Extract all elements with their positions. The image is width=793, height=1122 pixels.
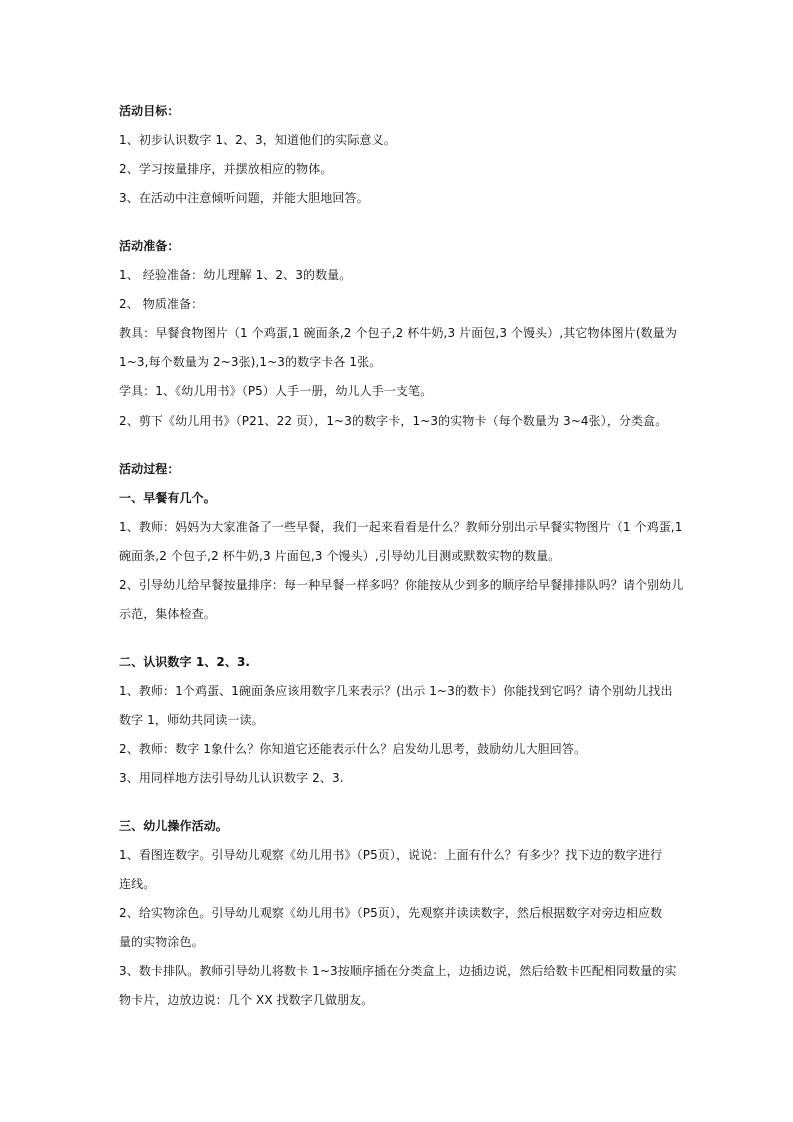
process-line: 2、教师：数字 1象什么？你知道它还能表示什么？启发幼儿思考，鼓励幼儿大胆回答。 [119, 742, 587, 756]
prep-item: 1~3,每个数量为 2~3张),1~3的数字卡各 1张。 [119, 355, 382, 369]
prep-item: 1、 经验准备：幼儿理解 1、2、3的数量。 [119, 268, 352, 282]
process-part-title: 三、幼儿操作活动。 [119, 819, 228, 833]
prep-item: 2、 物质准备： [119, 297, 204, 311]
process-line: 3、数卡排队。教师引导幼儿将数卡 1~3按顺序插在分类盒上，边插边说，然后给数卡匹配相同数量的实 [119, 964, 677, 978]
process-line: 2、引导幼儿给早餐按量排序：每一种早餐一样多吗？你能按从少到多的顺序给早餐排排队吗？请个别幼儿 [119, 578, 684, 592]
section-heading-goals: 活动目标： [119, 104, 180, 118]
process-line: 示范，集体检查。 [119, 607, 216, 621]
section-heading-preparation: 活动准备： [119, 239, 180, 253]
goal-item: 1、初步认识数字 1、2、3，知道他们的实际意义。 [119, 133, 396, 147]
process-part-title: 一、早餐有几个。 [119, 491, 216, 505]
prep-item: 2、剪下《幼儿用书》（P21、22 页），1~3的数字卡，1~3的实物卡（每个数量为 3~4张），分类盒。 [119, 414, 668, 428]
process-line: 量的实物涂色。 [119, 935, 204, 949]
process-line: 1、教师：妈妈为大家准备了一些早餐，我们一起来看看是什么？教师分别出示早餐实物图片（1 个鸡蛋,1 [119, 520, 683, 534]
process-part-title: 二、认识数字 1、2、3. [119, 655, 251, 669]
process-line: 碗面条,2 个包子,2 杯牛奶,3 片面包,3 个馒头）,引导幼儿目测或默数实物的数量。 [119, 549, 561, 563]
goal-item: 3、在活动中注意倾听问题，并能大胆地回答。 [119, 191, 369, 205]
process-line: 2、给实物涂色。引导幼儿观察《幼儿用书》（P5页），先观察并读读数字，然后根据数字对旁边相应数 [119, 906, 663, 920]
process-line: 物卡片，边放边说：几个 XX 找数字几做朋友。 [119, 993, 374, 1007]
prep-item: 学具：1、《幼儿用书》（P5）人手一册，幼儿人手一支笔。 [119, 384, 433, 398]
process-line: 连线。 [119, 877, 156, 891]
prep-item: 教具：早餐食物图片（1 个鸡蛋,1 碗面条,2 个包子,2 杯牛奶,3 片面包,3 个馒头）,其它物体图片(数量为 [119, 326, 677, 340]
process-line: 1、教师：1个鸡蛋、1碗面条应该用数字几来表示？(出示 1~3的数卡）你能找到它吗？请个别幼儿找出 [119, 684, 673, 698]
process-line: 数字 1，师幼共同读一读。 [119, 713, 264, 727]
section-heading-process: 活动过程： [119, 462, 180, 476]
process-line: 3、用同样地方法引导幼儿认识数字 2、3. [119, 771, 344, 785]
goal-item: 2、学习按量排序，并摆放相应的物体。 [119, 162, 333, 176]
process-line: 1、看图连数字。引导幼儿观察《幼儿用书》（P5页），说说：上面有什么？有多少？找下边的数字进行 [119, 848, 663, 862]
